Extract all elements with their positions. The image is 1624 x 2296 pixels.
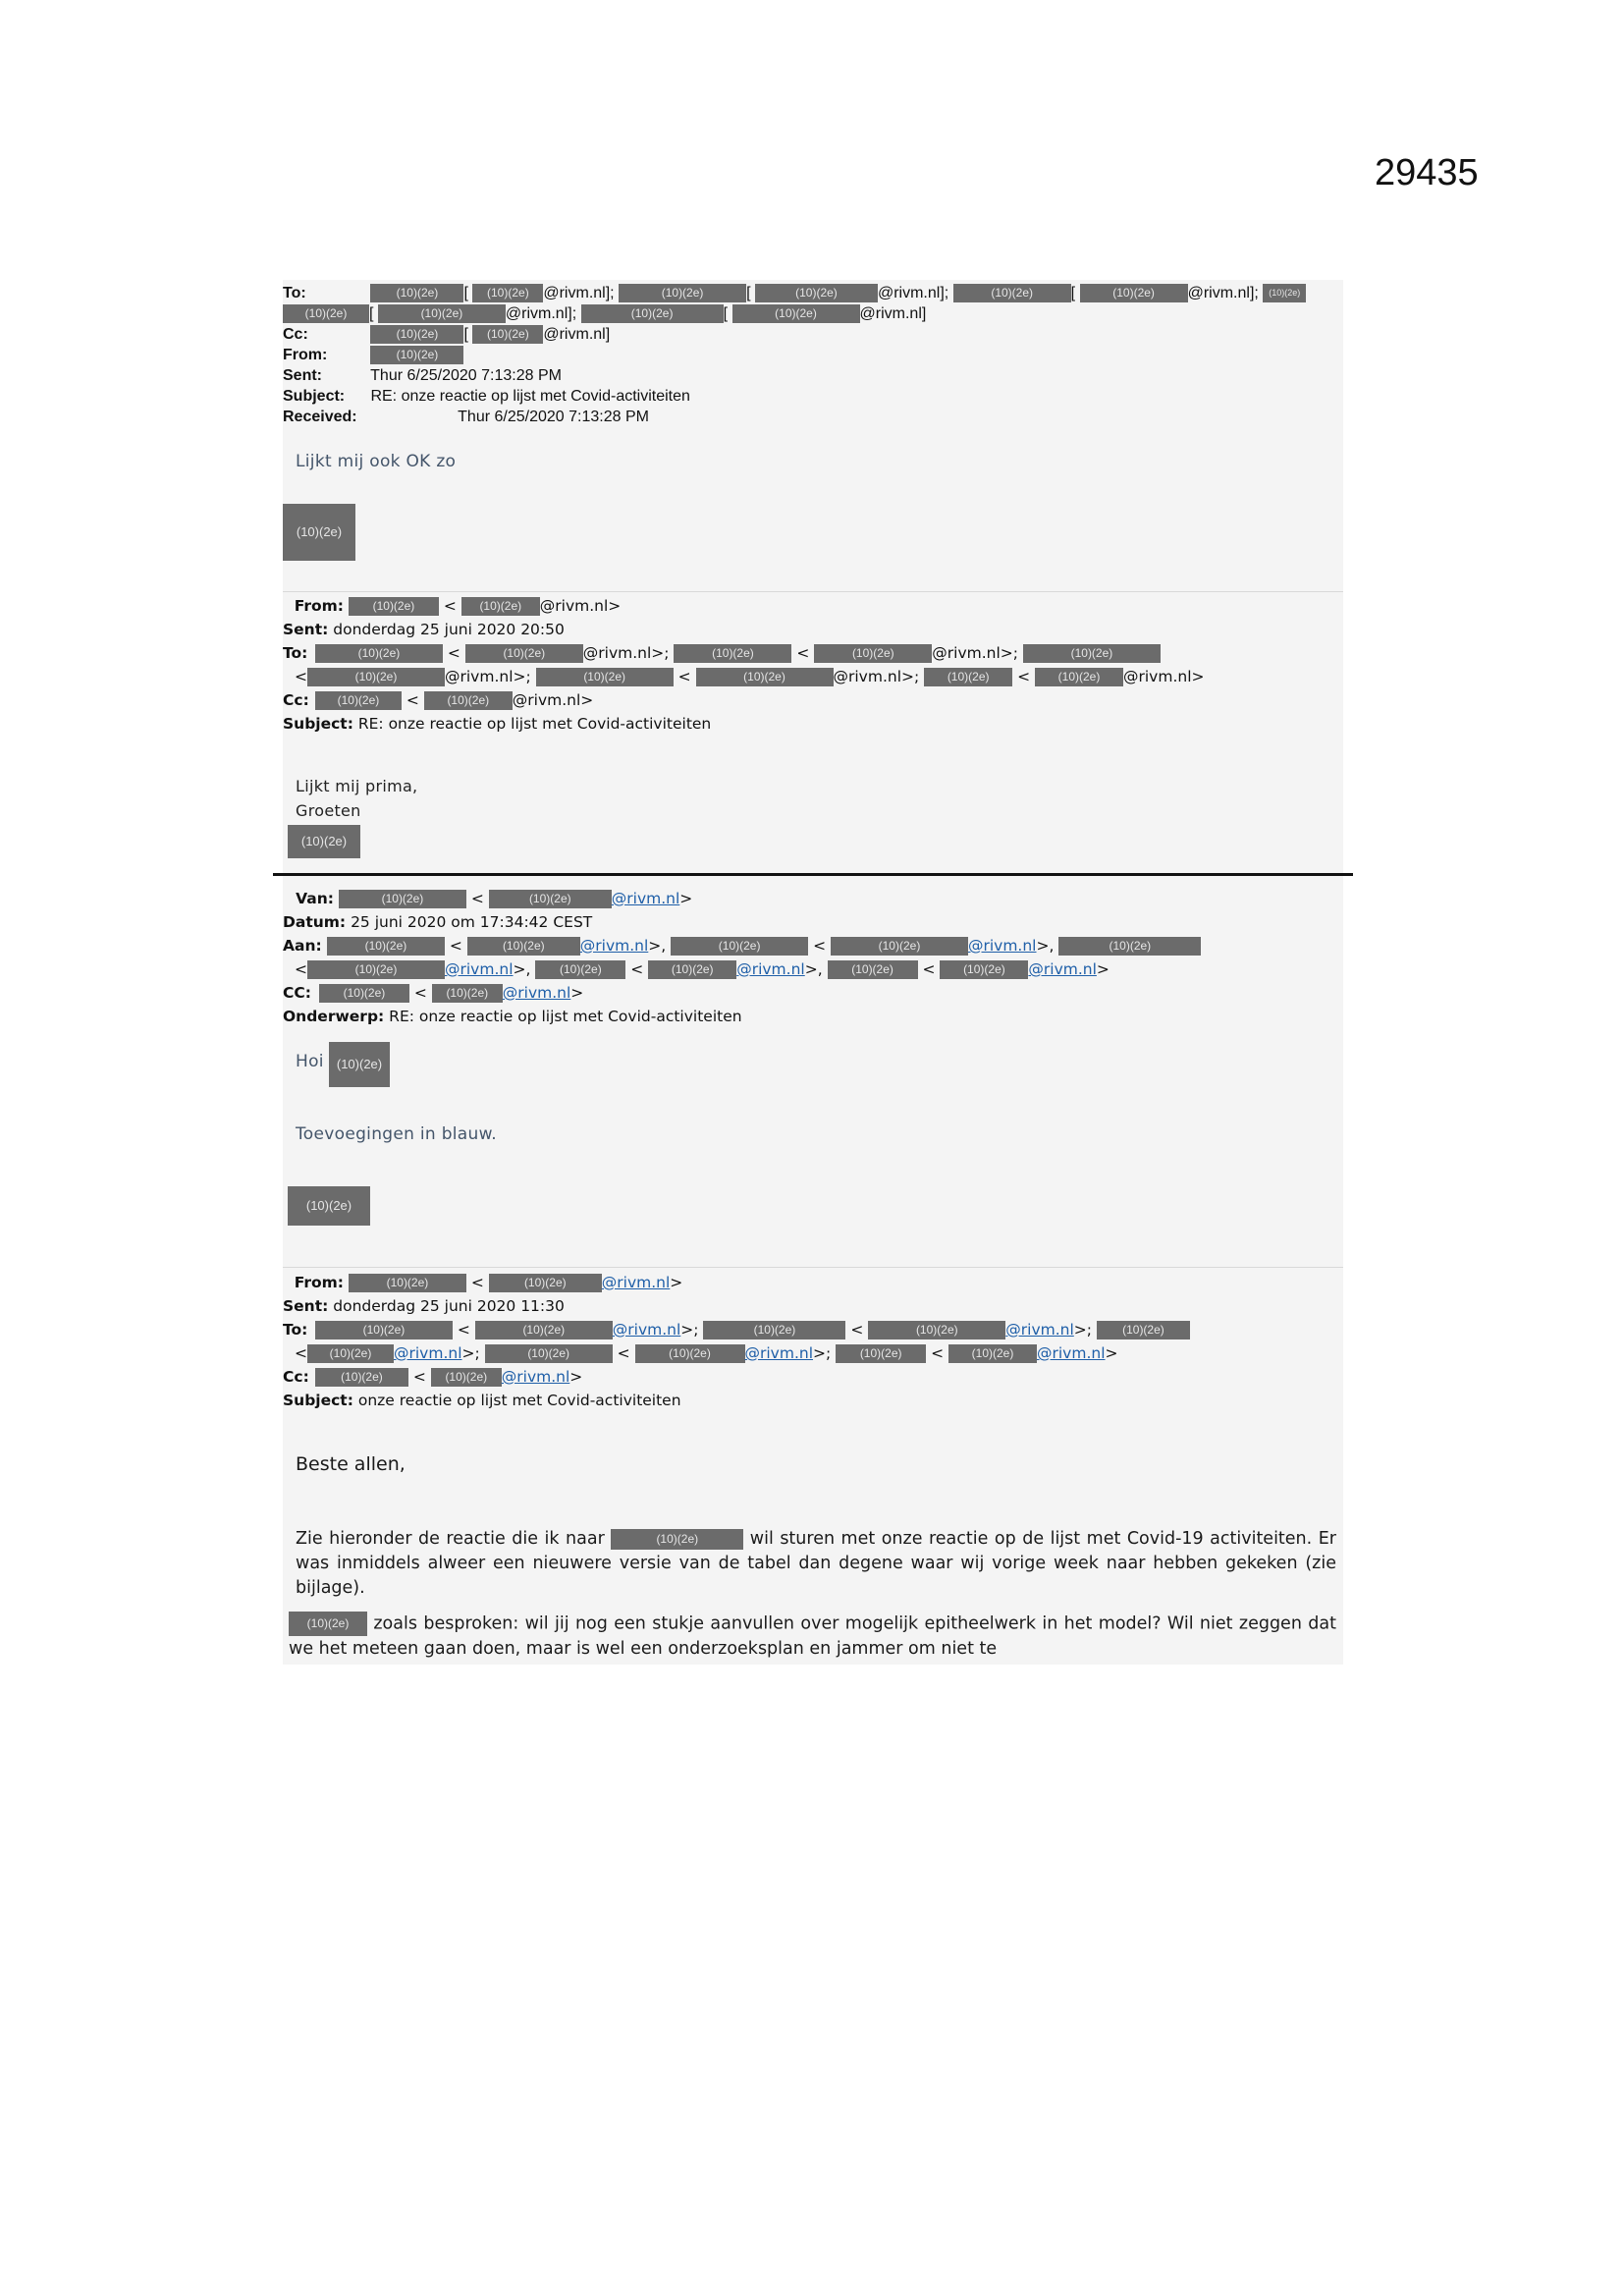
redaction: (10)(2e) [536,668,674,686]
email-link[interactable]: @rivm.nl [611,890,680,907]
subject-value: onze reactie op lijst met Covid-activiteiten [357,1392,681,1409]
redaction: (10)(2e) [828,960,918,979]
email-link[interactable]: @rivm.nl [579,937,649,955]
page-number: 29435 [1375,152,1479,193]
subject-label: Onderwerp: [283,1008,385,1025]
cc-label: Cc: [283,326,308,343]
redaction: (10)(2e) [1080,284,1188,302]
sent-label: Sent: [283,367,322,384]
redaction: (10)(2e) [424,691,513,710]
divider [283,1267,1343,1268]
email-domain: @rivm.nl [512,691,581,709]
redaction: (10)(2e) [432,984,503,1003]
email-printout: To: (10)(2e) [ (10)(2e) @rivm.nl]; (10)(2e) [ (10)(2e) @rivm.nl]; (10)(2e) [ (10)(2e) @rivm.nl]; (10)(2e) (10)(2e) [ (10)(2e) @rivm.nl]; (10)(2e) [ (10)(2e) @rivm.nl] Cc: (10)(2e) [ (10)(2e) @rivm.nl] From: (10)(2e) Sent: Thur 6/25/2020 7:13:28 PM Subject: RE: onze reactie op lijst met Covid-activiteiten Received: Thur 6/25/2020 7:13:28 PM Lijkt mij ook OK zo (10)(2e) From: (10)(2e) < (10)(2e) @rivm.nl> Sent: donderdag 25 juni 2020 20:50 To: (10)(2e) < (10)(2e) @rivm.nl>; (10)(2e) < (10)(2e) @rivm.nl>; (10)(2e) < (10)(2e) @rivm.nl>; (10)(2e) < (10)(2e) @rivm.nl>; (10)(2e) < (10)(2e) @rivm.nl> Cc: (10)(2e) < (10)(2e) @rivm.nl> Subject: RE: onze reactie op lijst met Covid-activiteiten Lijkt mij prima, Groeten (10)(2e) Van: (10)(2e) < (10)(2e) @rivm.nl> Datum: 25 juni 2020 om 17:34:42 CEST Aan: (10)(2e) < (10)(2e) @rivm.nl>, (10)(2e) < (10)(2e) @rivm.nl>, (10)(2e) < (10)(2e) @rivm.nl>, (10)(2e) < (10)(2e) @rivm.nl>, (10)(2e) < (10)(2e) @rivm.nl> CC: (10)(2e) < (10)(2e) @rivm.nl> Onderwerp: RE: onze reactie op lijst met Covid-activiteiten Hoi (10)(2e) Toevoegingen in blauw. (10)(2e) From: (10)(2e) < (10)(2e) @rivm.nl> Sent: donderdag 25 juni 2020 11:30 To: (10)(2e) < (10)(2e) @rivm.nl>; (10)(2e) < (10)(2e) @rivm.nl>; (10)(2e) < (10)(2e) @rivm.nl>; (10)(2e) < (10)(2e) @rivm.nl>; (10)(2e) < (10)(2e) @rivm.nl> Cc: (10)(2e) < (10)(2e) @rivm.nl> Subject: onze reactie op lijst met Covid-activiteiten Beste allen, Zie hieronder de reactie die ik naar (10)(2e) wil sturen met onze reactie op de lijst met Covid-19 activiteiten. Er was inmiddels alweer een nieuwere versie van de tabel dan degene waar wij vorige week naar hebben gekeken (zie bijlage). (10)(2e) zoals besproken: wil jij nog een stukje aanvullen over mogelijk epitheelwerk in het model? Wil niet zeggen dat we het meteen gaan doen, maar is wel een onderzoeksplan en jammer om niet te [283,280,1343,1665]
sent-value: donderdag 25 juni 2020 11:30 [333,1297,565,1315]
redaction: (10)(2e) [635,1344,745,1363]
redaction: (10)(2e) [315,691,402,710]
redaction: (10)(2e) [370,346,463,364]
email-link[interactable]: @rivm.nl [1037,1344,1106,1362]
redaction: (10)(2e) [1097,1321,1190,1339]
message-3-body: Toevoegingen in blauw. [296,1124,497,1144]
to-label: To: [283,644,308,662]
redaction: (10)(2e) [349,1274,466,1292]
signature-redaction: (10)(2e) [283,504,355,561]
email-domain: @rivm.nl [445,668,514,685]
redaction: (10)(2e) [319,984,409,1003]
email-link[interactable]: @rivm.nl [967,937,1037,955]
subject-value: RE: onze reactie op lijst met Covid-activiteiten [370,388,690,405]
redaction: (10)(2e) [696,668,834,686]
email-link[interactable]: @rivm.nl [394,1344,462,1362]
from-label: From: [294,1274,344,1291]
redaction: (10)(2e) [703,1321,845,1339]
from-label: From: [294,597,344,615]
redaction: (10)(2e) [289,1612,367,1636]
cc-label: Cc: [283,1368,309,1386]
redaction: (10)(2e) [475,1321,613,1339]
paragraph-text: wil sturen met onze reactie op de lijst met Covid-19 activiteiten. Er was inmiddels alweer een nieuwere versie van de tabel dan degene waar wij vorige week naar hebben gekeken (zie bijlage). [296,1529,1336,1598]
to-label: To: [283,1321,308,1339]
redaction: (10)(2e) [307,668,445,686]
redaction: (10)(2e) [431,1368,502,1387]
redaction: (10)(2e) [489,1274,602,1292]
redaction: (10)(2e) [307,1344,394,1363]
email-link[interactable]: @rivm.nl [502,984,571,1002]
redaction: (10)(2e) [485,1344,613,1363]
greeting: Hoi [296,1052,324,1071]
paragraph-1 [296,1527,1336,1601]
redaction: (10)(2e) [674,644,791,663]
redaction: (10)(2e) [732,304,860,323]
greeting: Beste allen, [296,1453,406,1475]
from-label: Van: [296,890,334,907]
divider-thick [273,873,1353,876]
redaction: (10)(2e) [378,304,506,323]
redaction: (10)(2e) [924,668,1012,686]
redaction: (10)(2e) [671,937,808,956]
redaction: (10)(2e) [461,597,540,616]
email-link[interactable]: @rivm.nl [612,1321,681,1339]
sent-label: Sent: [283,1297,329,1315]
redaction: (10)(2e) [814,644,932,663]
email-domain: @rivm.nl [859,305,922,322]
body-line: Lijkt mij prima, [296,777,418,795]
paragraph-text: Zie hieronder de reactie die ik naar [296,1529,605,1549]
message-1-body: Lijkt mij ook OK zo [296,452,457,471]
subject-label: Subject: [283,715,353,733]
redaction: (10)(2e) [940,960,1028,979]
redaction: (10)(2e) [1263,284,1306,302]
email-link[interactable]: @rivm.nl [1005,1321,1074,1339]
redaction: (10)(2e) [1035,668,1123,686]
email-domain: @rivm.nl [1123,668,1192,685]
paragraph-2 [289,1612,1336,1662]
subject-value: RE: onze reactie op lijst met Covid-activiteiten [389,1008,742,1025]
received-value: Thur 6/25/2020 7:13:28 PM [458,409,649,425]
email-link[interactable]: @rivm.nl [744,1344,814,1362]
to-label: To: [283,285,306,301]
email-link[interactable]: @rivm.nl [445,960,514,978]
redaction: (10)(2e) [339,890,466,908]
redaction: (10)(2e) [755,284,878,302]
redaction: (10)(2e) [465,644,583,663]
date-label: Datum: [283,913,347,931]
redaction: (10)(2e) [315,1321,453,1339]
redaction: (10)(2e) [472,325,543,344]
sent-label: Sent: [283,621,329,638]
redaction: (10)(2e) [611,1529,743,1550]
email-domain: @rivm.nl [543,326,606,343]
email-domain: @rivm.nl [877,285,941,301]
redaction: (10)(2e) [283,304,369,323]
redaction: (10)(2e) [489,890,612,908]
redaction: (10)(2e) [370,284,463,302]
divider [283,591,1343,592]
redaction: (10)(2e) [1023,644,1161,663]
sent-value: Thur 6/25/2020 7:13:28 PM [370,367,562,384]
redaction: (10)(2e) [953,284,1071,302]
email-domain: @rivm.nl [1187,285,1250,301]
date-value: 25 juni 2020 om 17:34:42 CEST [351,913,593,931]
email-domain: @rivm.nl [505,305,568,322]
message-2-body [296,774,417,823]
email-domain: @rivm.nl [932,644,1001,662]
cc-label: CC: [283,984,311,1002]
to-label: Aan: [283,937,322,955]
redaction: (10)(2e) [327,937,445,956]
redaction: (10)(2e) [307,960,445,979]
email-domain: @rivm.nl [833,668,902,685]
redaction: (10)(2e) [948,1344,1037,1363]
signature-redaction: (10)(2e) [288,825,360,858]
email-domain: @rivm.nl [539,597,609,615]
email-link[interactable]: @rivm.nl [601,1274,671,1291]
name-redaction: (10)(2e) [329,1042,390,1087]
body-line: Groeten [296,801,361,820]
email-link[interactable]: @rivm.nl [501,1368,570,1386]
subject-value: RE: onze reactie op lijst met Covid-activiteiten [357,715,712,733]
redaction: (10)(2e) [315,644,443,663]
from-label: From: [283,347,328,363]
subject-label: Subject: [283,388,346,405]
redaction: (10)(2e) [370,325,463,344]
received-label: Received: [283,409,357,425]
paragraph-text: zoals besproken: wil jij nog een stukje aanvullen over mogelijk epitheelwerk in het model? Wil niet zeggen dat we het meteen gaan doen, maar is wel een onderzoeksplan en jammer om niet te [289,1613,1336,1659]
redaction: (10)(2e) [535,960,625,979]
redaction: (10)(2e) [619,284,746,302]
redaction: (10)(2e) [831,937,968,956]
email-domain: @rivm.nl [582,644,652,662]
redaction: (10)(2e) [315,1368,408,1387]
redaction: (10)(2e) [581,304,724,323]
redaction: (10)(2e) [648,960,736,979]
signature-redaction: (10)(2e) [288,1186,370,1226]
subject-label: Subject: [283,1392,353,1409]
email-link[interactable]: @rivm.nl [1028,960,1097,978]
redaction: (10)(2e) [472,284,543,302]
redaction: (10)(2e) [868,1321,1005,1339]
cc-label: Cc: [283,691,309,709]
sent-value: donderdag 25 juni 2020 20:50 [333,621,565,638]
email-link[interactable]: @rivm.nl [736,960,805,978]
redaction: (10)(2e) [836,1344,926,1363]
redaction: (10)(2e) [467,937,580,956]
redaction: (10)(2e) [1058,937,1201,956]
redaction: (10)(2e) [349,597,439,616]
email-domain: @rivm.nl [543,285,606,301]
